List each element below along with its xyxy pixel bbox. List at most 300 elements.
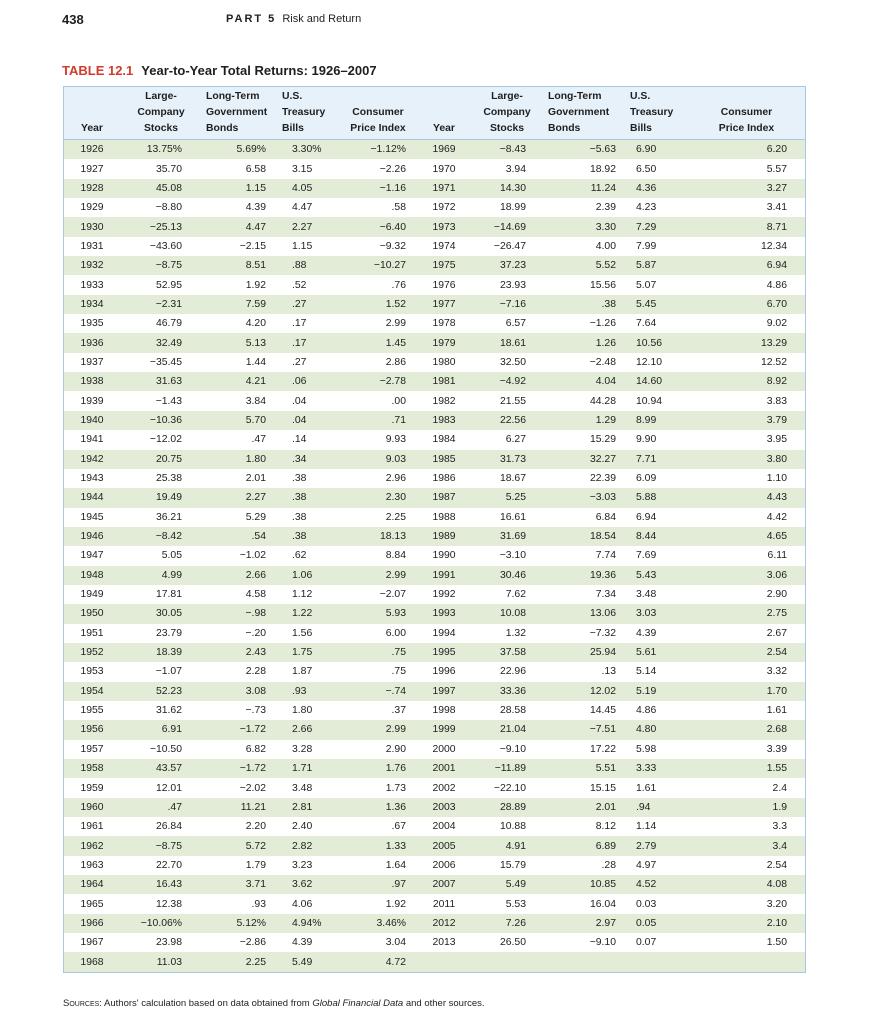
header-year-2 <box>418 87 470 140</box>
table-cell: 1.22 <box>278 604 338 623</box>
table-cell: 18.54 <box>544 527 626 546</box>
header-line: Government <box>548 107 610 118</box>
table-cell: 1.29 <box>544 411 626 430</box>
table-cell: 1926 <box>64 140 120 160</box>
table-cell: 5.12% <box>202 914 278 933</box>
table-cell: −12.02 <box>149 434 182 446</box>
table-cell: 17.81 <box>155 589 182 601</box>
table-cell: 22.39 <box>589 473 616 485</box>
header-line: Large- <box>145 91 177 102</box>
table-cell: −9.10 <box>499 743 526 755</box>
table-cell: 46.79 <box>155 318 182 330</box>
table-cell: .34 <box>278 450 338 469</box>
table-cell: 1958 <box>64 759 120 778</box>
sources-italic: Global Financial Data <box>312 998 404 1009</box>
table-cell: 7.34 <box>595 589 616 601</box>
table-cell: 1.80 <box>202 450 278 469</box>
table-cell: 2.66 <box>278 720 338 739</box>
table-cell: −.74 <box>338 682 418 701</box>
table-cell: 1945 <box>80 511 104 523</box>
table-cell: 2003 <box>418 798 470 817</box>
table-cell: 1951 <box>80 627 104 639</box>
returns-table <box>64 87 805 972</box>
table-cell: 3.15 <box>292 163 313 175</box>
table-cell: 1947 <box>80 550 104 562</box>
table-cell: .38 <box>292 473 307 485</box>
table-cell: 1954 <box>64 682 120 701</box>
table-cell: −10.36 <box>120 411 202 430</box>
table-cell: 4.99 <box>120 566 202 585</box>
table-cell: 2.10 <box>688 914 805 933</box>
table-cell: 6.57 <box>505 318 526 330</box>
table-cell: 7.69 <box>636 550 657 562</box>
table-cell: 2.20 <box>245 821 266 833</box>
table-caption: Year-to-Year Total Returns: 1926–2007 <box>141 63 377 78</box>
table-cell: 0.07 <box>636 937 657 949</box>
table-row <box>64 256 805 275</box>
table-cell: 1988 <box>432 511 456 523</box>
table-cell: 25.94 <box>544 643 626 662</box>
table-cell: 3.27 <box>688 179 805 198</box>
table-row <box>64 778 805 797</box>
header-line: Long-Term <box>206 91 260 102</box>
table-cell: 1995 <box>418 643 470 662</box>
table-cell: −2.48 <box>589 356 616 368</box>
table-cell: 5.69% <box>202 140 278 160</box>
table-cell: .17 <box>292 318 307 330</box>
table-cell: 1931 <box>80 240 104 252</box>
table-cell: 1987 <box>418 488 470 507</box>
part-heading <box>226 13 361 25</box>
table-cell: −7.32 <box>589 627 616 639</box>
table-cell: −26.47 <box>493 240 526 252</box>
header-line: Consumer <box>352 107 404 118</box>
table-row <box>64 217 805 236</box>
table-cell <box>418 952 470 971</box>
table-cell: 2005 <box>418 836 470 855</box>
table-cell: 3.94 <box>505 163 526 175</box>
table-cell: 1993 <box>418 604 470 623</box>
table-row <box>64 836 805 855</box>
table-cell: 33.36 <box>470 682 544 701</box>
table-cell: 2.75 <box>688 604 805 623</box>
table-cell: 25.38 <box>155 473 182 485</box>
table-cell: 5.43 <box>626 566 688 585</box>
header-line: Stocks <box>143 123 179 134</box>
table-cell: 1941 <box>80 434 104 446</box>
table-cell: −.98 <box>202 604 278 623</box>
table-cell: 8.71 <box>688 217 805 236</box>
table-cell: 3.33 <box>626 759 688 778</box>
table-row <box>64 585 805 604</box>
table-cell: 4.65 <box>688 527 805 546</box>
table-row <box>64 391 805 410</box>
table-cell: 3.23 <box>292 859 313 871</box>
table-cell: 3.46% <box>338 914 418 933</box>
table-cell: 1952 <box>64 643 120 662</box>
table-cell: 1940 <box>64 411 120 430</box>
table-row <box>64 817 805 836</box>
header-line: Price Index <box>350 123 406 134</box>
table-cell: −22.10 <box>493 782 526 794</box>
table-cell: 30.46 <box>470 566 544 585</box>
table-cell: 2.54 <box>766 859 787 871</box>
header-line: Price Index <box>718 123 775 134</box>
table-cell: 5.14 <box>636 666 657 678</box>
table-cell: 1.52 <box>338 295 418 314</box>
table-cell: 10.94 <box>636 395 663 407</box>
header-long-term-government-bonds <box>202 87 278 140</box>
table-cell: 1976 <box>432 279 456 291</box>
table-cell: 1.70 <box>688 682 805 701</box>
table-cell: −7.51 <box>544 720 626 739</box>
table-cell: 11.03 <box>120 952 202 971</box>
table-cell: 1942 <box>64 450 120 469</box>
table-cell: 3.3 <box>772 821 787 833</box>
table-cell: 1969 <box>418 140 470 160</box>
table-cell: 1.64 <box>385 859 406 871</box>
table-cell: 3.06 <box>688 566 805 585</box>
table-cell: −1.43 <box>155 395 182 407</box>
table-cell: 3.71 <box>202 875 278 894</box>
table-cell: 14.45 <box>589 705 616 717</box>
table-cell: 4.39 <box>292 937 313 949</box>
table-cell: 2012 <box>418 914 470 933</box>
table-cell: .14 <box>292 434 307 446</box>
header-long-term-government-bonds-2 <box>544 87 626 140</box>
table-cell: 1989 <box>418 527 470 546</box>
table-cell <box>626 952 688 971</box>
table-cell: 1934 <box>64 295 120 314</box>
table-row <box>64 894 805 913</box>
table-cell: 3.08 <box>202 682 278 701</box>
table-cell: 1.9 <box>688 798 805 817</box>
table-row <box>64 430 805 449</box>
table-cell: 1972 <box>432 202 456 214</box>
table-cell: 2.90 <box>385 743 406 755</box>
table-cell: 1944 <box>64 488 120 507</box>
table-row <box>64 450 805 469</box>
table-cell: 1.92 <box>385 898 406 910</box>
table-cell: 1973 <box>418 217 470 236</box>
table-cell: 17.22 <box>589 743 616 755</box>
table-row <box>64 314 805 333</box>
table-cell: 4.04 <box>544 372 626 391</box>
table-cell: 2.86 <box>385 356 406 368</box>
table-row <box>64 159 805 178</box>
table-cell: 9.90 <box>636 434 657 446</box>
returns-table-container <box>63 86 806 973</box>
table-cell: 1.55 <box>688 759 805 778</box>
table-cell: .27 <box>292 356 307 368</box>
table-cell: 1.56 <box>292 627 313 639</box>
table-cell: 35.70 <box>155 163 182 175</box>
table-cell: .76 <box>391 279 406 291</box>
table-cell: 6.27 <box>505 434 526 446</box>
table-cell: 32.49 <box>120 333 202 352</box>
table-cell: 4.39 <box>245 202 266 214</box>
table-cell: 1956 <box>64 720 120 739</box>
table-cell: 1.15 <box>202 179 278 198</box>
table-cell: 19.49 <box>120 488 202 507</box>
table-cell: −11.89 <box>470 759 544 778</box>
header-treasury-bills <box>278 87 338 140</box>
table-cell: 4.97 <box>636 859 657 871</box>
table-cell: 2.99 <box>338 720 418 739</box>
table-cell: 2000 <box>432 743 456 755</box>
table-cell: 6.50 <box>636 163 657 175</box>
table-cell: 30.05 <box>120 604 202 623</box>
table-row <box>64 353 805 372</box>
table-cell: 1.61 <box>766 705 787 717</box>
table-cell: .38 <box>292 511 307 523</box>
table-cell: 31.69 <box>470 527 544 546</box>
table-cell: 5.88 <box>626 488 688 507</box>
table-cell: 3.39 <box>766 743 787 755</box>
table-cell: −35.45 <box>149 356 182 368</box>
table-row <box>64 508 805 527</box>
table-cell: −6.40 <box>338 217 418 236</box>
table-cell: 1930 <box>64 217 120 236</box>
table-cell: .38 <box>544 295 626 314</box>
table-cell: 23.98 <box>155 937 182 949</box>
table-cell: −8.75 <box>120 256 202 275</box>
table-cell: 2.27 <box>202 488 278 507</box>
table-cell: .00 <box>391 395 406 407</box>
table-cell: 5.51 <box>544 759 626 778</box>
table-cell: 0.03 <box>636 898 657 910</box>
table-row <box>64 682 805 701</box>
table-cell: 5.19 <box>626 682 688 701</box>
table-row <box>64 740 805 759</box>
table-cell: 6.70 <box>688 295 805 314</box>
table-cell: −1.16 <box>338 179 418 198</box>
table-cell: 16.61 <box>499 511 526 523</box>
table-cell <box>470 952 544 971</box>
table-cell: 28.58 <box>499 705 526 717</box>
table-cell: 6.91 <box>120 720 202 739</box>
table-cell: −2.31 <box>120 295 202 314</box>
header-line: Government <box>206 107 268 118</box>
table-cell: 4.05 <box>278 179 338 198</box>
header-line: Year <box>81 123 103 134</box>
table-cell: 1962 <box>64 836 120 855</box>
table-cell: 1.14 <box>636 821 657 833</box>
table-cell: 12.10 <box>636 356 663 368</box>
table-row <box>64 527 805 546</box>
table-body <box>64 140 805 972</box>
table-cell: 1938 <box>64 372 120 391</box>
table-cell: 1998 <box>432 705 456 717</box>
table-cell: 3.30% <box>278 140 338 160</box>
sources-text-before: Authors' calculation based on data obtained from <box>101 998 313 1009</box>
table-cell: 3.84 <box>245 395 266 407</box>
table-cell: 5.45 <box>626 295 688 314</box>
table-cell: 23.79 <box>155 627 182 639</box>
table-cell: 1.32 <box>505 627 526 639</box>
table-cell: 2.97 <box>544 914 626 933</box>
table-cell: 2.66 <box>202 566 278 585</box>
table-cell: −5.63 <box>544 140 626 160</box>
table-cell: 1981 <box>418 372 470 391</box>
table-cell: −2.26 <box>379 163 406 175</box>
table-cell: 6.90 <box>626 140 688 160</box>
table-cell: .75 <box>338 643 418 662</box>
table-cell: −8.80 <box>155 202 182 214</box>
table-cell: 52.95 <box>155 279 182 291</box>
table-cell: 4.47 <box>202 217 278 236</box>
table-cell: 1932 <box>64 256 120 275</box>
table-cell: .54 <box>202 527 278 546</box>
table-cell: −1.72 <box>202 759 278 778</box>
table-cell: 5.49 <box>278 952 338 971</box>
table-cell: 18.39 <box>120 643 202 662</box>
table-cell: 10.08 <box>470 604 544 623</box>
table-cell: 4.43 <box>688 488 805 507</box>
table-cell: 12.34 <box>760 240 787 252</box>
table-cell: 3.80 <box>688 450 805 469</box>
table-cell: 1928 <box>64 179 120 198</box>
table-cell: 1950 <box>64 604 120 623</box>
table-cell: 18.61 <box>470 333 544 352</box>
header-large-company-stocks <box>120 87 202 140</box>
table-row <box>64 140 805 160</box>
page-header <box>62 12 822 32</box>
table-cell: 6.09 <box>636 473 657 485</box>
table-cell: 1982 <box>432 395 456 407</box>
table-cell: 18.99 <box>499 202 526 214</box>
table-cell: 3.03 <box>626 604 688 623</box>
header-line: Company <box>137 107 185 118</box>
table-cell: 5.57 <box>766 163 787 175</box>
table-cell: −2.78 <box>338 372 418 391</box>
table-cell: 1.12 <box>292 589 313 601</box>
table-cell: −4.92 <box>470 372 544 391</box>
table-cell: 1997 <box>418 682 470 701</box>
table-cell: −3.10 <box>499 550 526 562</box>
table-cell: 9.93 <box>385 434 406 446</box>
table-cell: 2.99 <box>385 318 406 330</box>
header-year <box>64 87 120 140</box>
table-cell <box>688 952 805 971</box>
table-cell: 3.48 <box>636 589 657 601</box>
table-row <box>64 701 805 720</box>
table-cell: 10.85 <box>544 875 626 894</box>
table-cell: 16.43 <box>120 875 202 894</box>
header-line: Year <box>433 123 455 134</box>
table-cell: 3.20 <box>766 898 787 910</box>
table-cell: 1.80 <box>292 705 313 717</box>
table-cell: 4.58 <box>245 589 266 601</box>
table-cell: 2.01 <box>544 798 626 817</box>
table-cell: 5.93 <box>338 604 418 623</box>
table-row <box>64 275 805 294</box>
table-cell: 3.62 <box>278 875 338 894</box>
table-cell: 4.91 <box>470 836 544 855</box>
table-row <box>64 624 805 643</box>
table-row <box>64 546 805 565</box>
table-cell: .52 <box>292 279 307 291</box>
table-row <box>64 237 805 256</box>
table-cell: −7.16 <box>470 295 544 314</box>
table-row <box>64 798 805 817</box>
table-row <box>64 914 805 933</box>
table-cell: .38 <box>278 527 338 546</box>
table-cell: 1948 <box>64 566 120 585</box>
table-cell: 1.45 <box>338 333 418 352</box>
table-cell: 6.89 <box>544 836 626 855</box>
table-cell: 8.84 <box>385 550 406 562</box>
table-cell: −1.72 <box>202 720 278 739</box>
table-cell: 1.61 <box>636 782 657 794</box>
table-cell: 21.55 <box>499 395 526 407</box>
table-cell: 4.00 <box>595 240 616 252</box>
table-cell: 12.38 <box>155 898 182 910</box>
table-cell: −1.26 <box>589 318 616 330</box>
table-cell: 1974 <box>432 240 456 252</box>
table-cell: 1968 <box>64 952 120 971</box>
table-cell: 13.29 <box>688 333 805 352</box>
table-cell: 6.94 <box>688 256 805 275</box>
table-cell: 3.83 <box>766 395 787 407</box>
table-cell: 3.28 <box>292 743 313 755</box>
table-row <box>64 372 805 391</box>
header-line: Company <box>483 107 531 118</box>
header-line: Bills <box>282 123 304 134</box>
table-cell: 5.98 <box>636 743 657 755</box>
table-cell: 1935 <box>80 318 104 330</box>
table-cell: 1978 <box>432 318 456 330</box>
table-cell: .37 <box>391 705 406 717</box>
table-row <box>64 856 805 875</box>
header-line: Treasury <box>630 107 674 118</box>
table-cell: 15.15 <box>589 782 616 794</box>
header-line: Bonds <box>206 123 239 134</box>
table-cell: 1.87 <box>292 666 313 678</box>
table-cell: 1990 <box>432 550 456 562</box>
table-cell: 12.52 <box>760 356 787 368</box>
table-cell: 8.44 <box>626 527 688 546</box>
table-cell: 2.81 <box>278 798 338 817</box>
table-cell: 1.71 <box>278 759 338 778</box>
table-cell: −8.75 <box>120 836 202 855</box>
table-cell: 9.03 <box>338 450 418 469</box>
table-cell: 1.73 <box>385 782 406 794</box>
table-cell: 1.44 <box>245 356 266 368</box>
table-cell: 1.26 <box>544 333 626 352</box>
table-cell: 10.56 <box>626 333 688 352</box>
table-cell: 8.51 <box>202 256 278 275</box>
table-cell: 8.92 <box>688 372 805 391</box>
table-cell: 2.82 <box>278 836 338 855</box>
table-cell: 43.57 <box>120 759 202 778</box>
table-cell: 4.21 <box>202 372 278 391</box>
table-cell: 4.42 <box>766 511 787 523</box>
table-cell: 2.28 <box>245 666 266 678</box>
table-cell: 12.02 <box>544 682 626 701</box>
table-cell: −9.32 <box>379 240 406 252</box>
table-cell: 1.06 <box>278 566 338 585</box>
table-cell: 2.27 <box>278 217 338 236</box>
table-cell: 14.60 <box>626 372 688 391</box>
table-cell: 1946 <box>64 527 120 546</box>
table-cell: 31.73 <box>470 450 544 469</box>
table-cell: 1986 <box>432 473 456 485</box>
table-cell: −2.07 <box>379 589 406 601</box>
table-cell: −1.12% <box>338 140 418 160</box>
table-row <box>64 488 805 507</box>
header-consumer-price-index <box>338 87 418 140</box>
